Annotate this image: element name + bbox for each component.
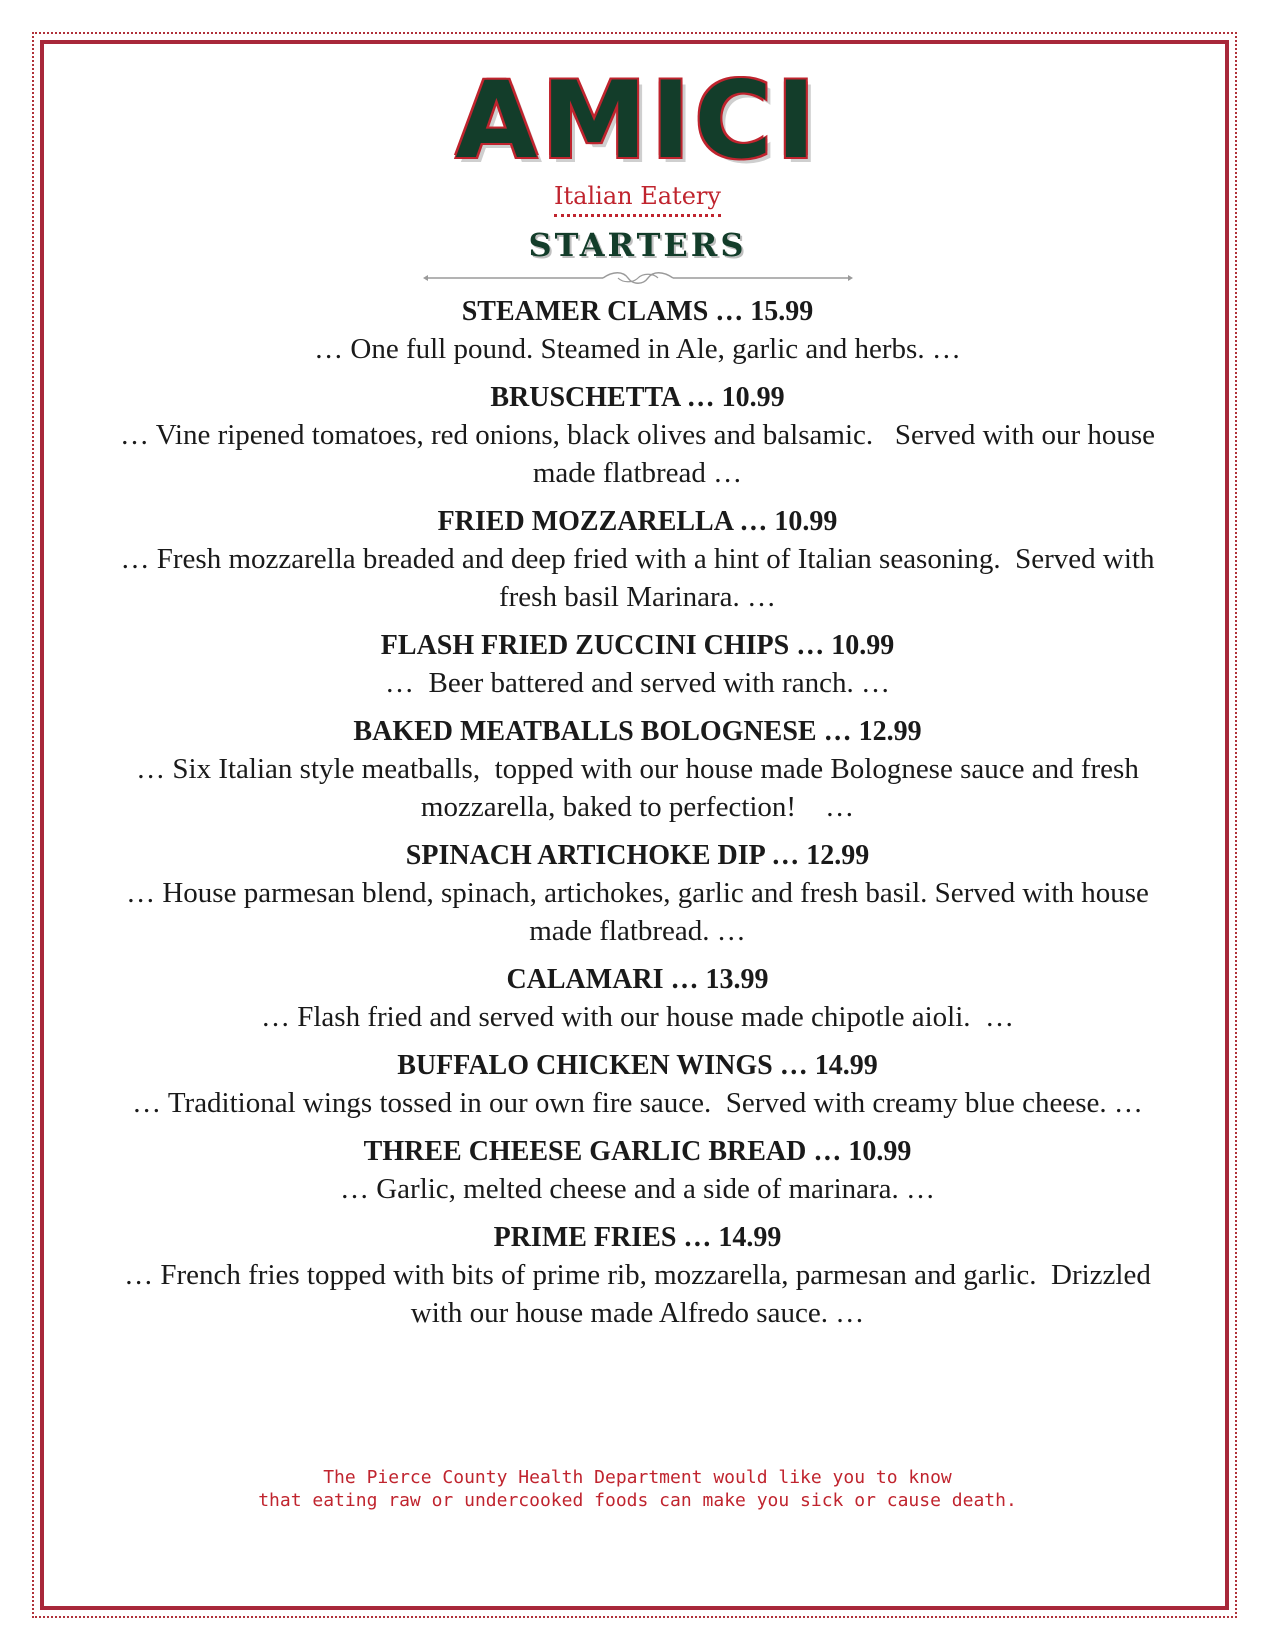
menu-item-title: BUFFALO CHICKEN WINGS … 14.99 [397,1050,878,1081]
menu-item-description: … Vine ripened tomatoes, red onions, black olives and balsamic. Served with our house made flatbread … [119,419,1163,489]
menu-item-description: … Traditional wings tossed in our own fire sauce. Served with creamy blue cheese. … [132,1087,1143,1119]
ornamental-divider [423,271,853,285]
menu-item-title: BRUSCHETTA … 10.99 [490,382,785,413]
menu-item-description: … House parmesan blend, spinach, artichokes, garlic and fresh basil. Served with house made flatbread. … [126,877,1157,947]
menu-item [100,504,1175,616]
section-title: STARTERS [528,226,747,264]
menu-item [100,1048,1175,1122]
menu-item [100,380,1175,492]
menu-item [100,962,1175,1036]
menu-item-description: … Garlic, melted cheese and a side of marinara. … [339,1173,936,1205]
menu-item-title: CALAMARI … 13.99 [506,964,769,995]
menu-item-title: PRIME FRIES … 14.99 [493,1222,782,1253]
menu-item-description: … French fries topped with bits of prime rib, mozzarella, parmesan and garlic. Drizzled with our house made Alfredo sauce. … [124,1259,1159,1329]
menu-item-title: STEAMER CLAMS … 15.99 [461,296,814,327]
menu-item-title: THREE CHEESE GARLIC BREAD … 10.99 [363,1136,912,1167]
menu-item-title: FLASH FRIED ZUCCINI CHIPS … 10.99 [380,630,895,661]
disclaimer-line: The Pierce County Health Department would like you to know [323,1467,952,1488]
menu-item-description: … Six Italian style meatballs, topped with our house made Bolognese sauce and fresh mozzarella, baked to perfection! … [136,753,1147,823]
menu-item [100,838,1175,950]
menu-items [100,294,1175,1344]
menu-item [100,294,1175,368]
menu-item-title: BAKED MEATBALLS BOLOGNESE … 12.99 [353,716,922,747]
menu-item [100,714,1175,826]
menu-item-description: … Fresh mozzarella breaded and deep fried with a hint of Italian seasoning. Served with fresh basil Marinara. … [120,543,1162,613]
health-disclaimer [0,1466,1275,1512]
disclaimer-line: that eating raw or undercooked foods can make you sick or cause death. [258,1490,1017,1511]
menu-item-title: FRIED MOZZARELLA … 10.99 [437,506,838,537]
menu-item [100,628,1175,702]
menu-item [100,1134,1175,1208]
menu-header [0,59,1275,285]
menu-item-description: … One full pound. Steamed in Ale, garlic and herbs. … [314,333,961,365]
restaurant-tagline: Italian Eatery [554,182,721,217]
menu-item-description: … Beer battered and served with ranch. … [385,667,890,699]
menu-item [100,1220,1175,1332]
menu-item-description: … Flash fried and served with our house made chipotle aioli. … [260,1001,1015,1033]
menu-item-title: SPINACH ARTICHOKE DIP … 12.99 [405,840,870,871]
restaurant-logo: AMICI [455,59,820,182]
flourish-icon [423,271,853,285]
